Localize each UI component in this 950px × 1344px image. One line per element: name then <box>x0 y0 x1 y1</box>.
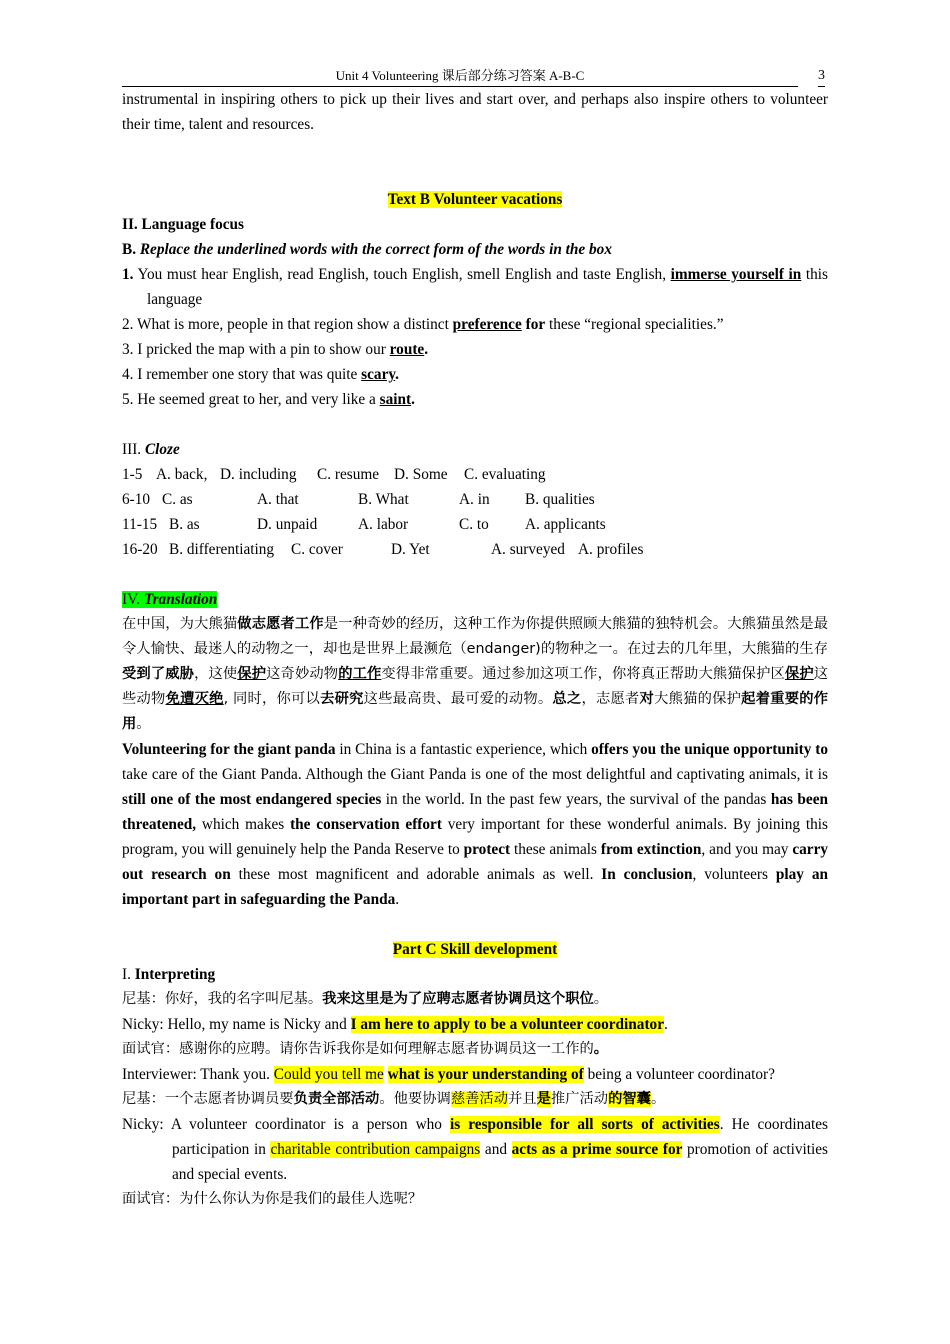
text-run: Cloze <box>144 441 180 458</box>
dialogue-line-6 <box>122 1112 828 1187</box>
text-run: A. labor <box>358 516 409 533</box>
dialogue-line-3 <box>122 1037 828 1062</box>
spacer <box>122 562 828 587</box>
text-run: these most magnificent and adorable animals as well. <box>230 866 602 883</box>
header-title: Unit 4 Volunteering 课后部分练习答案 A-B-C <box>335 68 585 83</box>
text-run: 1. <box>122 266 134 283</box>
text-run: 我来这里是为了应聘志愿者协调员这个职位 <box>322 991 594 1007</box>
text-run: . <box>424 341 429 358</box>
text-run: 保护 <box>237 666 267 682</box>
text-run: I. <box>122 966 131 983</box>
spacer <box>122 412 828 437</box>
text-b-title: Text B Volunteer vacations <box>387 191 563 208</box>
text-run: Replace the underlined words with the correct form of the words in the box <box>139 241 612 258</box>
text-run: protect <box>463 841 511 858</box>
text-run: In conclusion <box>601 866 693 883</box>
text-run: A. applicants <box>525 516 606 533</box>
text-run: . <box>663 1016 668 1033</box>
text-run: 1-5 <box>122 466 143 483</box>
text-run: A. profiles <box>578 541 644 558</box>
text-run: A. surveyed <box>491 541 565 558</box>
text-run: 。 <box>650 1091 666 1107</box>
spacer <box>122 137 828 187</box>
translation-chinese <box>122 612 828 737</box>
text-run: very important for these wonderful animals. By joining this program, you will genuinely help the Panda Reserve to <box>122 816 828 858</box>
text-run: Nicky: Hello, my name is Nicky and <box>122 1016 351 1033</box>
text-run: from extinction <box>600 841 702 858</box>
dialogue-line-7: 面试官：为什么你认为你是我们的最佳人选呢？ <box>122 1191 423 1207</box>
page-number: 3 <box>818 66 825 87</box>
part-b-instruction <box>122 237 828 262</box>
text-run: 慈善活动 <box>450 1091 509 1107</box>
text-run: B. <box>122 241 137 258</box>
language-item-2 <box>122 312 828 337</box>
text-run: 对 <box>639 691 655 707</box>
text-run: 这奇妙动物 <box>266 666 339 682</box>
text-run: Translation <box>143 591 218 608</box>
text-run: B. differentiating <box>169 541 275 558</box>
text-run: 的工作 <box>338 666 382 682</box>
dialogue-line-4 <box>122 1062 828 1087</box>
text-run: 并且 <box>508 1091 537 1107</box>
dialogue-line-1 <box>122 987 828 1012</box>
spacer <box>122 912 828 937</box>
text-run: . <box>411 391 415 408</box>
text-run: 面试官：感谢你的应聘。请你告诉我你是如何理解志愿者协调员这一工作的 <box>122 1041 594 1057</box>
text-run: being a volunteer coordinator? <box>583 1066 775 1083</box>
text-run: still one of the most endangered species <box>122 791 382 808</box>
text-run: charitable contribution campaigns <box>270 1141 481 1158</box>
text-run: 这些最高贵、最可爱的动物。 <box>363 691 553 707</box>
text-run: in the world. In the past few years, the survival of the pandas <box>381 791 771 808</box>
text-run: 。 <box>593 991 609 1007</box>
text-run: C. cover <box>291 541 343 558</box>
text-run: A. back, <box>156 466 208 483</box>
text-run: and <box>480 1141 512 1158</box>
text-run: 。 <box>593 1041 609 1057</box>
text-run: promotion of activities and special events. <box>172 1141 829 1183</box>
text-run: 2. What is more, people in that region show a distinct <box>122 316 449 333</box>
language-item-4 <box>122 362 828 387</box>
text-run: 。他要协调 <box>379 1091 451 1107</box>
text-run: 16-20 <box>122 541 158 558</box>
text-run: , and you may <box>701 841 793 858</box>
text-run: 6-10 <box>122 491 151 508</box>
text-run: , 同时，你可以 <box>223 691 321 707</box>
text-run: carry out research on <box>122 841 829 883</box>
text-run: route <box>389 341 425 358</box>
text-run: scary <box>361 366 396 383</box>
text-run: 推广活动 <box>550 1091 609 1107</box>
text-run: is responsible for all sorts of activities <box>450 1116 720 1133</box>
text-run: IV. <box>122 591 140 608</box>
cloze-row-3 <box>122 512 828 537</box>
text-run: 是 <box>536 1091 551 1107</box>
text-run: 5. He seemed great to her, and very like a <box>122 391 376 408</box>
text-run: 大熊猫的保护 <box>654 691 742 707</box>
text-run: 变得非常重要。通过参加这项工作，你将真正帮助大熊猫保护区 <box>381 666 785 682</box>
section-translation <box>122 587 828 612</box>
part-c-title-line <box>122 937 828 962</box>
text-run: 去研究 <box>320 691 364 707</box>
dialogue-line-2 <box>122 1012 828 1037</box>
text-run: A. in <box>459 491 490 508</box>
text-run: D. Yet <box>391 541 430 558</box>
text-run: 的智囊 <box>608 1091 651 1107</box>
text-run: the conservation effort <box>290 816 442 833</box>
text-run: ，这使 <box>194 666 238 682</box>
text-run: 。 <box>136 716 151 732</box>
cloze-row-4 <box>122 537 828 562</box>
cloze-row-1 <box>122 462 828 487</box>
text-run: 受到了威胁 <box>122 666 195 682</box>
text-run: 是一种奇妙的经历，这种工作为你提供照顾大熊猫的独特机会。大熊猫虽然是最令人愉快、最迷人的动物之一，却也是世界上最濒危（endanger)的物种之一。在过去的几年里，大熊猫的生存 <box>122 616 829 657</box>
text-run: play an important part in safeguarding the Panda <box>122 866 828 908</box>
text-run: III. <box>122 441 142 458</box>
text-run: for <box>525 316 546 333</box>
text-run: saint <box>379 391 412 408</box>
text-run: B. as <box>169 516 200 533</box>
text-run: D. unpaid <box>257 516 318 533</box>
text-run: 尼基：你好，我的名字叫尼基。 <box>122 991 323 1007</box>
text-run: I am here to apply to be a volunteer coordinator <box>350 1016 664 1033</box>
text-run: , volunteers <box>692 866 776 883</box>
text-run: . He coordinates participation in <box>172 1116 829 1158</box>
text-run: offers you the unique opportunity to <box>591 741 828 758</box>
text-run: You must hear English, read English, touch English, smell English and taste English, <box>137 266 667 283</box>
cloze-row-2 <box>122 487 828 512</box>
text-run: this language <box>147 266 828 308</box>
text-run: 这些动物 <box>122 666 829 707</box>
text-run: in China is a fantastic experience, which <box>335 741 592 758</box>
language-item-1 <box>122 262 828 312</box>
text-run: 总之 <box>552 691 582 707</box>
section-cloze <box>122 437 828 462</box>
running-header <box>122 66 798 87</box>
text-run: 负责全部活动 <box>293 1091 380 1107</box>
text-run: C. as <box>162 491 193 508</box>
translation-english <box>122 737 828 912</box>
text-run: immerse yourself in <box>670 266 802 283</box>
text-run: C. resume <box>317 466 380 483</box>
text-run: these animals <box>510 841 601 858</box>
text-run: B. qualities <box>525 491 595 508</box>
text-run: acts as a prime source for <box>511 1141 683 1158</box>
text-run: D. including <box>220 466 297 483</box>
text-run: these “regional specialities.” <box>548 316 724 333</box>
text-run: 4. I remember one story that was quite <box>122 366 358 383</box>
dialogue-line-5 <box>122 1087 828 1112</box>
text-run: 在中国，为大熊猫 <box>122 616 238 632</box>
text-run: 起着重要的作用 <box>122 691 829 732</box>
text-run: 做志愿者工作 <box>237 616 324 632</box>
text-run: . <box>395 891 400 908</box>
text-run: 保护 <box>784 666 814 682</box>
text-run: has been threatened, <box>122 791 828 833</box>
text-run: B. What <box>358 491 409 508</box>
text-run: . <box>395 366 399 383</box>
part-c-title: Part C Skill development <box>392 941 558 958</box>
section-language-focus: II. Language focus <box>122 216 244 233</box>
intro-paragraph: instrumental in inspiring others to pick up their lives and start over, and perhaps also inspire others to volunteer their time, talent and resources. <box>122 91 828 133</box>
text-run: ，志愿者 <box>581 691 640 707</box>
text-run: A. that <box>257 491 299 508</box>
language-item-5 <box>122 387 828 412</box>
text-run: Interpreting <box>134 966 216 983</box>
section-interpreting <box>122 962 828 987</box>
text-run: Volunteering for the giant panda <box>122 741 336 758</box>
text-run: 11-15 <box>122 516 158 533</box>
text-run: take care of the Giant Panda. Although the Giant Panda is one of the most delightful and captivating animals, it is <box>122 766 828 783</box>
text-run: 3. I pricked the map with a pin to show our <box>122 341 386 358</box>
text-run: C. to <box>459 516 489 533</box>
text-run: 尼基：一个志愿者协调员要 <box>122 1091 294 1107</box>
text-run: Interviewer: Thank you. <box>122 1066 274 1083</box>
text-run: 免遭灭绝 <box>165 691 224 707</box>
text-b-title-line <box>122 187 828 212</box>
page-body <box>122 87 828 1212</box>
text-run: which makes <box>196 816 291 833</box>
text-run: D. Some <box>394 466 448 483</box>
text-run: C. evaluating <box>464 466 546 483</box>
text-run: preference <box>452 316 522 333</box>
text-run: what is your understanding of <box>387 1066 584 1083</box>
language-item-3 <box>122 337 828 362</box>
text-run: Could you tell me <box>273 1066 384 1083</box>
text-run: Nicky: A volunteer coordinator is a person who <box>122 1116 450 1133</box>
